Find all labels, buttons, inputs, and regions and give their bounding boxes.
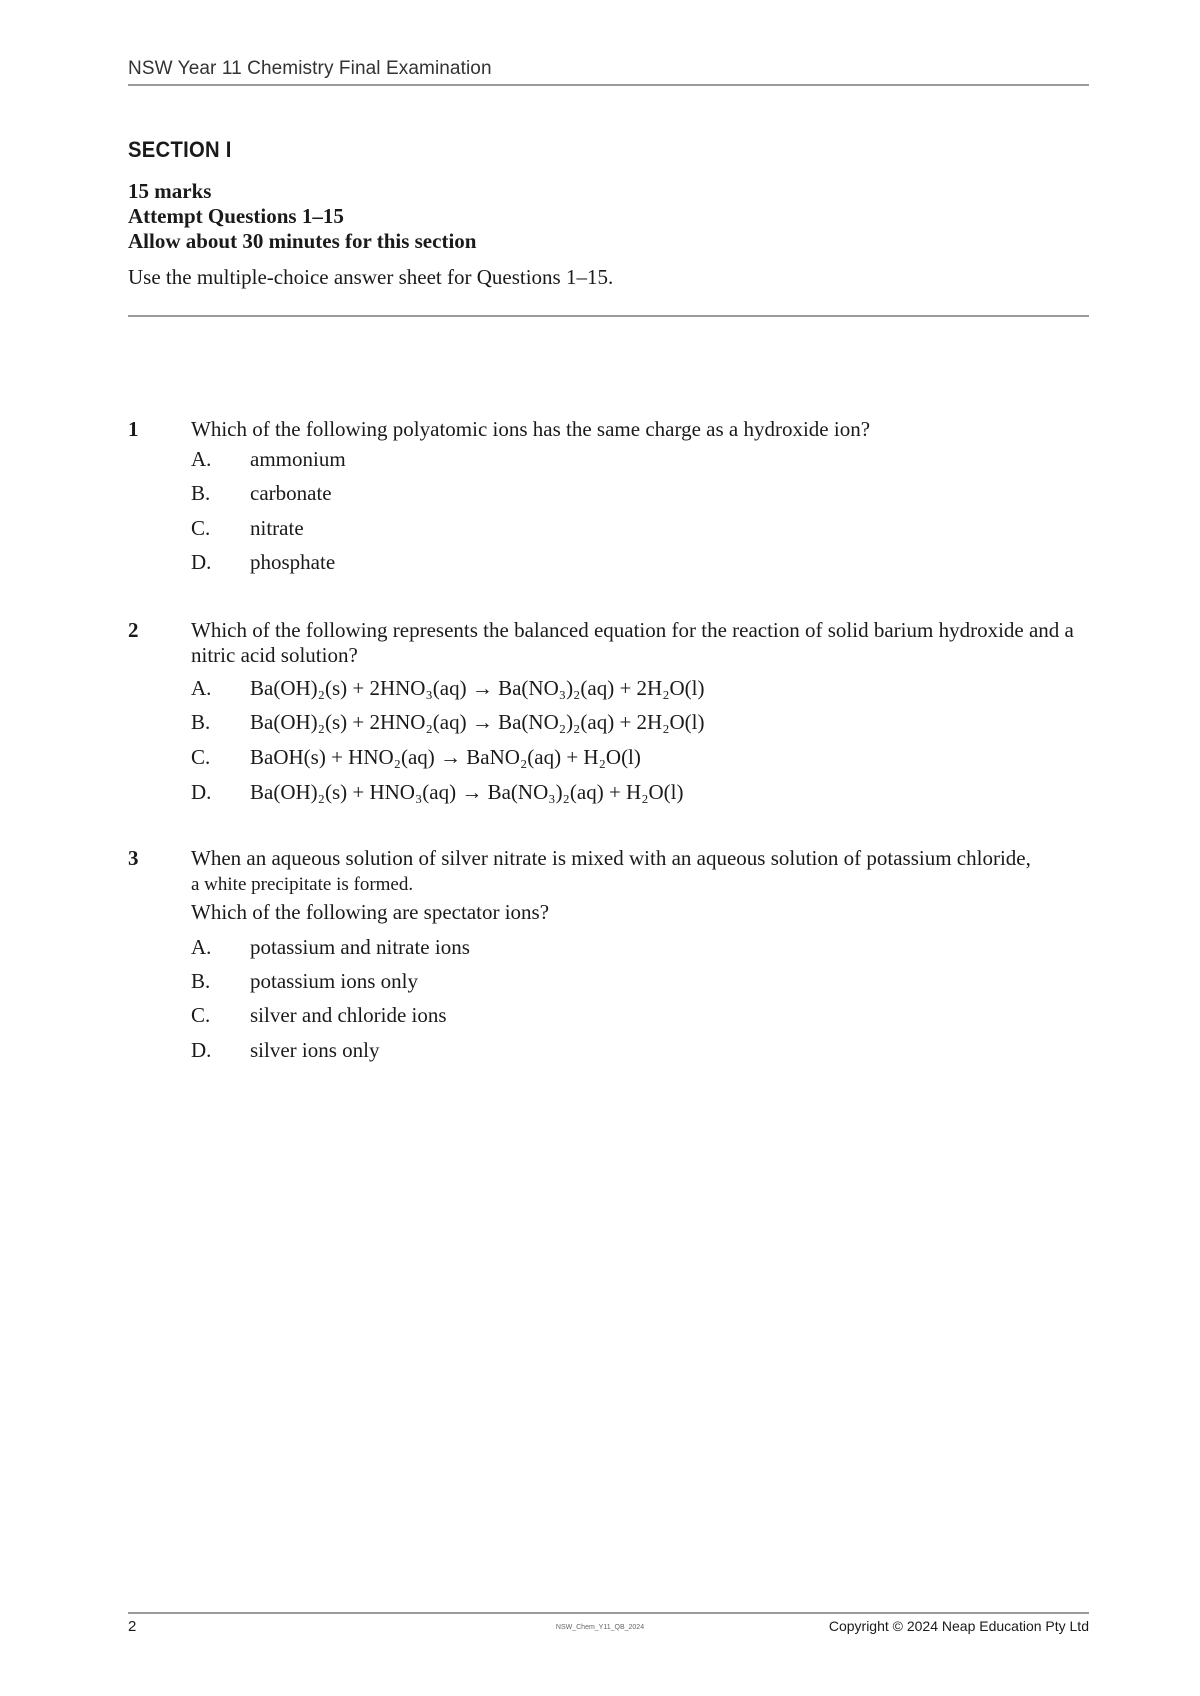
- section-title: SECTION I: [128, 137, 232, 162]
- option-letter: B.: [191, 481, 211, 505]
- option-text: potassium and nitrate ions: [250, 935, 470, 959]
- option-d: [191, 550, 335, 575]
- option-text: silver and chloride ions: [250, 1003, 447, 1027]
- header-divider: [128, 84, 1089, 86]
- section-instruction: Use the multiple-choice answer sheet for Questions 1–15.: [128, 265, 614, 289]
- question-text: When an aqueous solution of silver nitrate is mixed with an aqueous solution of potassium chloride,: [191, 846, 1031, 870]
- section-marks: 15 marks: [128, 179, 212, 203]
- copyright: Copyright © 2024 Neap Education Pty Ltd: [828, 1618, 1089, 1634]
- option-letter: C.: [191, 1003, 211, 1027]
- option-letter: A.: [191, 935, 212, 959]
- section-attempt: Attempt Questions 1–15: [128, 204, 344, 228]
- section-time: Allow about 30 minutes for this section: [128, 229, 477, 253]
- option-text: Ba(OH)₂(s) + HNO₃(aq) → Ba(NO₃)₂(aq) + H₂O(l): [250, 780, 684, 804]
- option-letter: D.: [191, 550, 212, 574]
- question-number: 1: [128, 417, 139, 441]
- option-text: potassium ions only: [250, 969, 419, 993]
- option-c: [191, 1003, 447, 1028]
- option-letter: A.: [191, 447, 212, 471]
- option-d: [191, 1038, 380, 1063]
- option-text: silver ions only: [250, 1038, 380, 1062]
- option-letter: C.: [191, 745, 211, 769]
- option-text: BaOH(s) + HNO₂(aq) → BaNO₂(aq) + H₂O(l): [250, 745, 641, 769]
- option-text: Ba(OH)₂(s) + 2HNO₃(aq) → Ba(NO₃)₂(aq) + 2H₂O(l): [250, 676, 705, 700]
- option-letter: D.: [191, 1038, 212, 1062]
- option-text: carbonate: [250, 481, 332, 505]
- option-a: [191, 447, 346, 472]
- option-a: [191, 676, 705, 701]
- option-c: [191, 745, 641, 770]
- page-number: 2: [128, 1618, 137, 1635]
- option-a: [191, 935, 470, 960]
- question-text-continued: a white precipitate is formed.: [191, 874, 414, 895]
- option-b: [191, 481, 332, 506]
- option-d: [191, 780, 684, 805]
- option-letter: B.: [191, 969, 211, 993]
- question-number: 2: [128, 618, 139, 642]
- option-letter: B.: [191, 710, 211, 734]
- option-text: Ba(OH)₂(s) + 2HNO₂(aq) → Ba(NO₂)₂(aq) + 2H₂O(l): [250, 710, 705, 734]
- question-number: 3: [128, 846, 139, 870]
- option-text: nitrate: [250, 516, 304, 540]
- option-letter: C.: [191, 516, 211, 540]
- question-prompt: Which of the following are spectator ions?: [191, 900, 550, 924]
- option-b: [191, 710, 705, 735]
- option-b: [191, 969, 418, 994]
- option-letter: D.: [191, 780, 212, 804]
- document-code: NSW_Chem_Y11_QB_2024: [555, 1624, 645, 1631]
- section-divider: [128, 315, 1089, 317]
- option-text: phosphate: [250, 550, 336, 574]
- footer-divider: [128, 1612, 1089, 1614]
- option-text: ammonium: [250, 447, 346, 471]
- exam-title: NSW Year 11 Chemistry Final Examination: [128, 58, 492, 79]
- option-letter: A.: [191, 676, 212, 700]
- option-c: [191, 516, 304, 541]
- question-text: Which of the following represents the balanced equation for the reaction of solid barium hydroxide and a nitric acid solution?: [191, 618, 1074, 667]
- question-text: Which of the following polyatomic ions has the same charge as a hydroxide ion?: [191, 417, 871, 441]
